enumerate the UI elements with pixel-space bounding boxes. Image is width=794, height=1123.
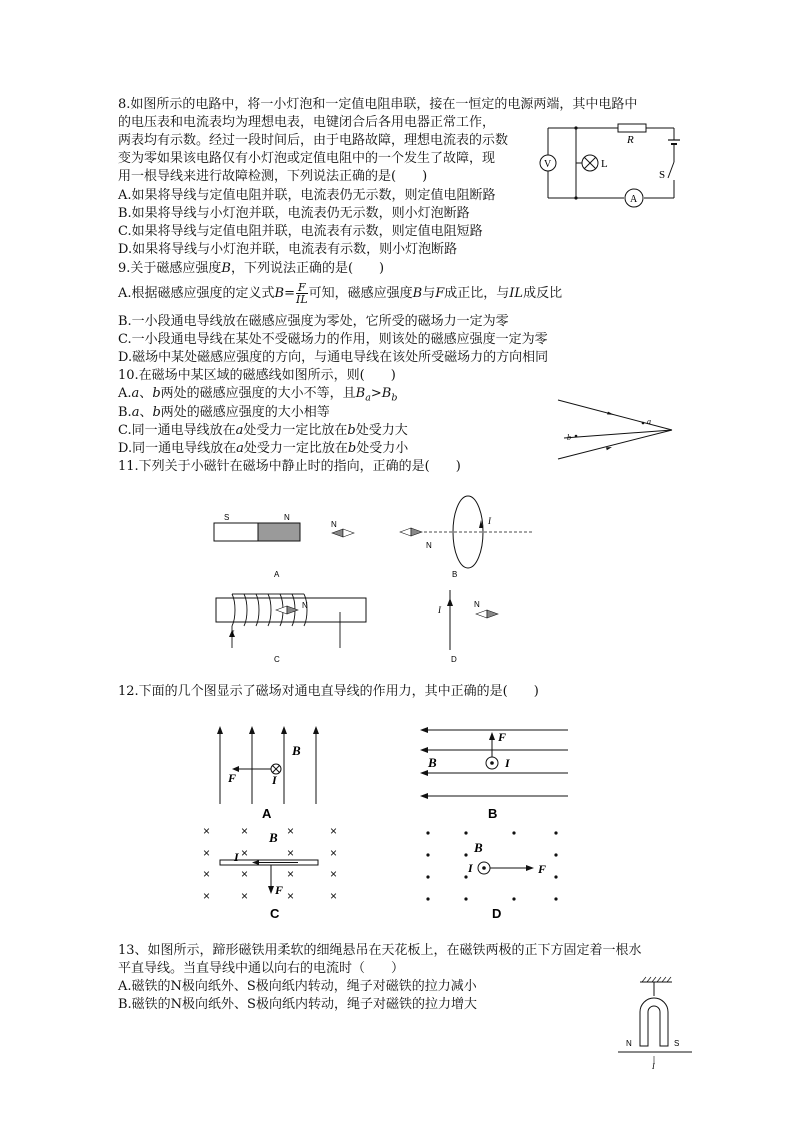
q8-option-d: D.如果将导线与小灯泡并联，电流表有示数，则小灯泡断路 bbox=[118, 242, 458, 257]
current-loop bbox=[453, 496, 483, 568]
needle-d-n-label: N bbox=[474, 600, 480, 609]
needle-c-n-label: N bbox=[302, 601, 308, 610]
q10-field-lines-figure bbox=[556, 396, 676, 462]
loop-current-label: I bbox=[488, 516, 491, 526]
q8-stem-line-4: 变为零如果该电路仅有小灯泡或定值电阻中的一个发生了故障，现 bbox=[118, 151, 496, 166]
q8-option-a: A.如果将导线与定值电阻并联，电流表仍无示数，则定值电阻断路 bbox=[118, 188, 496, 203]
lamp-label: L bbox=[601, 158, 608, 170]
svg-text:×: × bbox=[241, 824, 249, 838]
q8-option-b: B.如果将导线与小灯泡并联，电流表仍无示数，则小灯泡断路 bbox=[118, 206, 470, 221]
solenoid-current-label: I bbox=[231, 629, 234, 639]
svg-text:×: × bbox=[203, 846, 211, 860]
svg-text:×: × bbox=[241, 889, 249, 903]
figure-a-label: A bbox=[274, 570, 280, 579]
magnet-n-pole-label: N bbox=[626, 1039, 632, 1048]
b-current-label: I bbox=[505, 756, 510, 770]
svg-text:×: × bbox=[287, 846, 295, 860]
figure-d-label: D bbox=[451, 655, 457, 664]
q13-horseshoe-magnet-figure bbox=[614, 976, 698, 1072]
c-field-label: B bbox=[269, 830, 278, 845]
q11-stem: 11.下列关于小磁针在磁场中静止时的指向，正确的是( ) bbox=[118, 459, 461, 474]
d-current-label: I bbox=[468, 861, 473, 875]
figure-12c-label: C bbox=[270, 906, 280, 921]
q13-stem-line-1: 13、如图所示，蹄形磁铁用柔软的细绳悬吊在天花板上，在磁铁两极的正下方固定着一根水 bbox=[118, 943, 642, 958]
q12-stem: 12.下面的几个图显示了磁场对通电直导线的作用力，其中正确的是( ) bbox=[118, 684, 539, 699]
svg-text:×: × bbox=[287, 889, 295, 903]
q8-option-c: C.如果将导线与定值电阻并联，电流表有示数，则定值电阻短路 bbox=[118, 224, 483, 239]
svg-text:×: × bbox=[203, 889, 211, 903]
q8-stem-line-3: 两表均有示数。经过一段时间后，由于电路故障，理想电流表的示数 bbox=[118, 133, 509, 148]
wire-current-label: I bbox=[652, 1062, 655, 1071]
svg-text:×: × bbox=[330, 846, 338, 860]
a-current-label: I bbox=[272, 773, 277, 787]
magnet-s-label: S bbox=[224, 513, 230, 522]
figure-b-label: B bbox=[452, 570, 458, 579]
q9-option-c: C.一小段通电导线在某处不受磁场力的作用，则该处的磁感应强度一定为零 bbox=[118, 332, 548, 347]
figure-12a-label: A bbox=[262, 806, 272, 821]
svg-text:×: × bbox=[330, 889, 338, 903]
wire-current-label: I bbox=[438, 605, 441, 615]
point-a-label: a bbox=[647, 417, 651, 426]
bar-magnet-s-half bbox=[214, 523, 258, 541]
q10-option-d: D.同一通电导线放在a处受力一定比放在b处受力小 bbox=[118, 441, 409, 456]
a-field-label: B bbox=[292, 743, 301, 758]
q9-stem: 9.关于磁感应强度B，下列说法正确的是( ) bbox=[118, 261, 385, 276]
q10-option-c: C.同一通电导线放在a处受力一定比放在b处受力大 bbox=[118, 423, 408, 438]
q8-stem-line-1: 8.如图所示的电路中，将一小灯泡和一定值电阻串联，接在一恒定的电源两端，其中电路中 bbox=[118, 97, 638, 112]
needle-b-n-label: N bbox=[426, 541, 432, 550]
q10-option-b: B.a、b两处的磁感应强度的大小相等 bbox=[118, 405, 330, 420]
svg-text:×: × bbox=[241, 867, 249, 881]
q9-option-b: B.一小段通电导线放在磁感应强度为零处，它所受的磁场力一定为零 bbox=[118, 314, 509, 329]
svg-text:×: × bbox=[287, 824, 295, 838]
q13-stem-line-2: 平直导线。当直导线中通以向右的电流时（ ） bbox=[118, 961, 405, 976]
resistor-label: R bbox=[627, 134, 634, 146]
figure-c-label: C bbox=[274, 655, 280, 664]
q11-compass-figures bbox=[210, 490, 530, 668]
q8-stem-line-2: 的电压表和电流表均为理想电表，电键闭合后各用电器正常工作， bbox=[118, 115, 496, 130]
q12-force-figures bbox=[196, 722, 576, 927]
q8-circuit-figure bbox=[538, 118, 688, 210]
q10-stem: 10.在磁场中某区域的磁感线如图所示，则( ) bbox=[118, 368, 396, 383]
horseshoe-magnet bbox=[640, 998, 668, 1046]
q9-formula-fraction: $\frac{F}{IL}$ bbox=[296, 281, 308, 306]
d-force-label: F bbox=[538, 862, 547, 876]
b-force-label: F bbox=[498, 730, 507, 744]
magnet-s-pole-label: S bbox=[674, 1039, 680, 1048]
figure-12b-label: B bbox=[488, 806, 498, 821]
q13-option-b: B.磁铁的N极向纸外、S极向纸内转动，绳子对磁铁的拉力增大 bbox=[118, 997, 477, 1012]
svg-text:×: × bbox=[330, 867, 338, 881]
svg-text:×: × bbox=[203, 824, 211, 838]
a-force-label: F bbox=[228, 771, 237, 785]
magnet-n-label: N bbox=[284, 513, 290, 522]
c-current-label: I bbox=[234, 850, 239, 864]
resistor-symbol bbox=[618, 124, 646, 132]
q13-option-a: A.磁铁的N极向纸外、S极向纸内转动，绳子对磁铁的拉力减小 bbox=[118, 979, 477, 994]
q8-stem-line-5: 用一根导线来进行故障检测，下列说法正确的是( ) bbox=[118, 169, 428, 184]
figure-12d-label: D bbox=[492, 906, 502, 921]
voltmeter-label: V bbox=[544, 159, 552, 170]
compass-needle-d bbox=[476, 610, 498, 618]
point-b-label: b bbox=[567, 433, 571, 442]
svg-text:×: × bbox=[241, 846, 249, 860]
svg-text:×: × bbox=[287, 867, 295, 881]
c-force-label: F bbox=[275, 883, 284, 897]
ammeter-label: A bbox=[630, 194, 638, 205]
q10-option-a: A.a、b两处的磁感应强度的大小不等，且$B_a>B_b$ bbox=[118, 386, 398, 404]
d-field-label: B bbox=[474, 840, 483, 855]
switch-label: S bbox=[659, 169, 666, 181]
b-field-label: B bbox=[428, 755, 437, 770]
bar-magnet-n-half bbox=[258, 523, 300, 541]
svg-text:×: × bbox=[330, 824, 338, 838]
q9-option-a: A.根据磁感应强度的定义式B= $\frac{F}{IL}$ 可知，磁感应强度B与F成正比，与IL成反比 bbox=[118, 281, 563, 306]
needle-a-n-label: N bbox=[331, 520, 337, 529]
compass-needle-b bbox=[400, 528, 422, 536]
svg-text:×: × bbox=[203, 867, 211, 881]
q9-option-d: D.磁场中某处磁感应强度的方向，与通电导线在该处所受磁场力的方向相同 bbox=[118, 350, 549, 365]
compass-needle-a bbox=[332, 529, 354, 537]
